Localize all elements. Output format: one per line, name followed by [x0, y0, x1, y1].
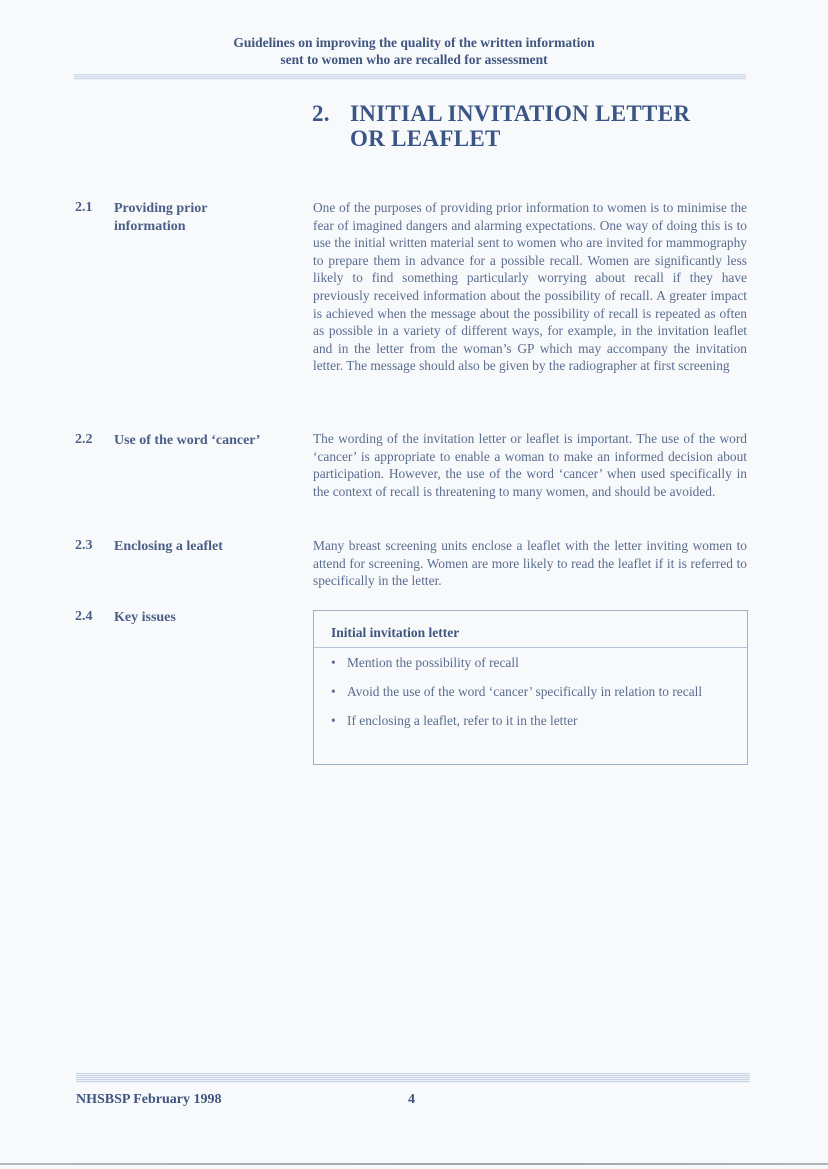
- section-number-2-4: 2.4: [75, 609, 93, 624]
- chapter-title-line-2: OR LEAFLET: [350, 126, 501, 151]
- list-item-text: Mention the possibility of recall: [347, 655, 519, 670]
- list-item: [331, 683, 730, 701]
- section-number-2-2: 2.2: [75, 432, 93, 447]
- chapter-title: [312, 101, 690, 151]
- list-item: [331, 654, 730, 672]
- chapter-number: 2.: [312, 101, 330, 126]
- list-item: [331, 712, 730, 730]
- section-body-2-1: One of the purposes of providing prior information to women is to minimise the fear of imagined dangers and alarming expectations. One way of doing this is to use the initial written material sent to women who are invited for mammography to prepare them in advance for a possible recall. Women are significantly less likely to find something particularly worrying about recall if they have previously received information about the possibility of recall. A greater impact is achieved when the message about the possibility of recall is repeated as often as possible in a variety of different ways, for example, in the invitation leaflet and in the letter from the woman’s GP which may accompany the invitation letter. The message should also be given by the radiographer at first screening: [313, 200, 747, 374]
- bullet-icon: •: [331, 684, 336, 699]
- section-title-2-1: Providing prior information: [114, 201, 208, 234]
- bullet-icon: •: [331, 713, 336, 728]
- section-number-2-1: 2.1: [75, 200, 93, 215]
- header-rule: [74, 74, 746, 80]
- section-title-2-3: Enclosing a leaflet: [114, 539, 223, 554]
- key-issues-box: [313, 610, 748, 765]
- section-body-2-3: Many breast screening units enclose a leaflet with the letter inviting women to attend for screening. Women are more likely to read the leaflet if it is referred to specifically in the letter.: [313, 538, 747, 589]
- running-header: [0, 34, 828, 68]
- page-number: 4: [408, 1092, 415, 1107]
- section-title-2-2: Use of the word ‘cancer’: [114, 433, 261, 448]
- section-number-2-3: 2.3: [75, 538, 93, 553]
- scan-edge-divider: [0, 1163, 828, 1165]
- footer-rule: [76, 1073, 750, 1083]
- header-line-2: sent to women who are recalled for assessment: [280, 52, 548, 67]
- footer-publication: NHSBSP February 1998: [76, 1092, 222, 1107]
- header-line-1: Guidelines on improving the quality of the written information: [233, 35, 595, 50]
- key-issues-heading: Initial invitation letter: [314, 611, 747, 648]
- bullet-icon: •: [331, 655, 336, 670]
- key-issues-list: [314, 648, 747, 730]
- chapter-title-line-1: INITIAL INVITATION LETTER: [350, 101, 691, 126]
- list-item-text: Avoid the use of the word ‘cancer’ specifically in relation to recall: [347, 684, 703, 699]
- list-item-text: If enclosing a leaflet, refer to it in the letter: [347, 713, 578, 728]
- section-body-2-2: The wording of the invitation letter or leaflet is important. The use of the word ‘cancer’ is appropriate to enable a woman to make an informed decision about participation. However, the use of the word ‘cancer’ when used specifically in the context of recall is threatening to many women, and should be avoided.: [313, 431, 747, 499]
- section-title-2-4: Key issues: [114, 610, 176, 625]
